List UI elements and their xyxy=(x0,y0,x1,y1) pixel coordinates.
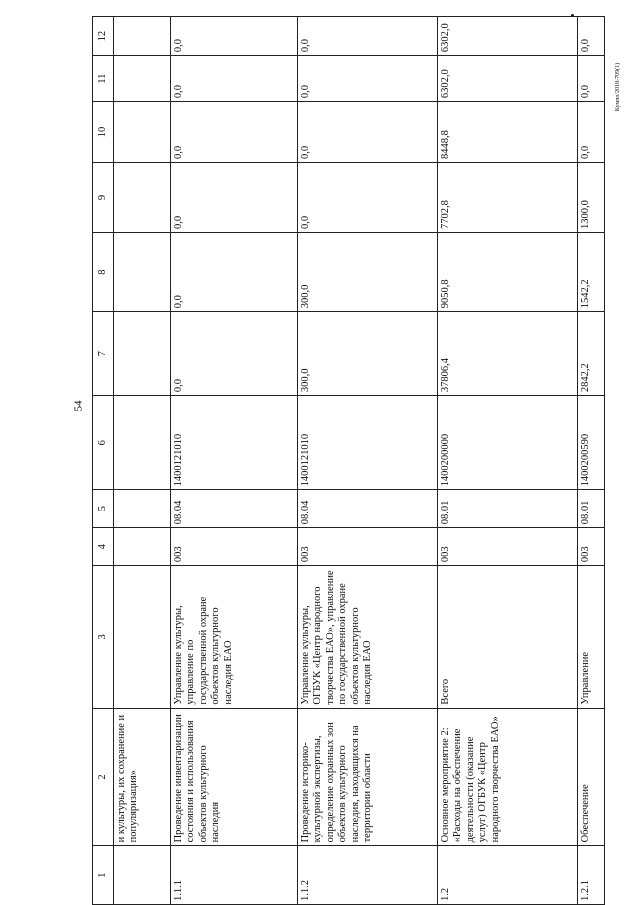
page-number xyxy=(66,394,90,418)
header-cell: 11 xyxy=(93,56,114,102)
cell-number: 1.1.1 xyxy=(171,846,298,905)
cell-target: 1400121010 xyxy=(171,396,298,490)
header-cell: 4 xyxy=(93,528,114,566)
cell-year: 0,0 xyxy=(298,56,438,102)
cell-number xyxy=(114,846,171,905)
header-cell: 5 xyxy=(93,490,114,528)
cell-total xyxy=(114,312,171,396)
header-cell: 12 xyxy=(93,17,114,56)
document-stamp xyxy=(608,0,628,150)
budget-table xyxy=(92,16,605,905)
cell-number: 1.2 xyxy=(438,846,578,905)
cell-year: 0,0 xyxy=(171,102,298,163)
cell-year: 8448,8 xyxy=(438,102,578,163)
header-cell: 10 xyxy=(93,102,114,163)
cell-code: 003 xyxy=(438,528,578,566)
cell-event: Проведение инвентаризации состояния и использования объектов культурного наследия xyxy=(171,708,298,846)
header-cell: 7 xyxy=(93,312,114,396)
header-cell: 6 xyxy=(93,396,114,490)
cell-year: 1300,0 xyxy=(578,162,605,232)
header-cell: 2 xyxy=(93,708,114,846)
cell-year: 0,0 xyxy=(298,102,438,163)
cell-year: 0,0 xyxy=(171,17,298,56)
cell-year: 6302,0 xyxy=(438,17,578,56)
cell-year: 0,0 xyxy=(171,162,298,232)
cell-target: 1400200590 xyxy=(578,396,605,490)
cell-event: и культуры, их сохранение и популяризация» xyxy=(114,708,171,846)
cell-executor: Управление xyxy=(578,566,605,708)
cell-year: 300,0 xyxy=(298,233,438,312)
cell-executor: Управление культуры, ОГБУК «Центр народного творчества ЕАО», управление по государственной охране объектов культурного наследия ЕАО xyxy=(298,566,438,708)
cell-number: 1.2.1 xyxy=(578,846,605,905)
cell-year: 0,0 xyxy=(171,233,298,312)
cell-section xyxy=(114,490,171,528)
cell-code xyxy=(114,528,171,566)
cell-total: 2842,2 xyxy=(578,312,605,396)
cell-section: 08.04 xyxy=(171,490,298,528)
table-wrapper xyxy=(92,16,589,905)
cell-total: 0,0 xyxy=(171,312,298,396)
header-cell: 9 xyxy=(93,162,114,232)
cell-section: 08.01 xyxy=(438,490,578,528)
cell-target xyxy=(114,396,171,490)
cell-event: Основное мероприятие 2: «Расходы на обеспечение деятельности (оказание услуг) ОГБУК «Центр народного творчества ЕАО» xyxy=(438,708,578,846)
cell-year: 0,0 xyxy=(171,56,298,102)
header-cell: 3 xyxy=(93,566,114,708)
cell-year: 0,0 xyxy=(578,17,605,56)
cell-event: Обеспечение xyxy=(578,708,605,846)
cell-executor: Всего xyxy=(438,566,578,708)
cell-year xyxy=(114,162,171,232)
cell-total: 37806,4 xyxy=(438,312,578,396)
cell-code: 003 xyxy=(298,528,438,566)
cell-year: 7702,8 xyxy=(438,162,578,232)
cell-year xyxy=(114,56,171,102)
cell-total: 300,0 xyxy=(298,312,438,396)
cell-year: 0,0 xyxy=(578,102,605,163)
header-row xyxy=(93,17,114,905)
cell-year xyxy=(114,233,171,312)
cell-code: 003 xyxy=(171,528,298,566)
header-cell: 8 xyxy=(93,233,114,312)
cell-code: 003 xyxy=(578,528,605,566)
cell-year: 1542,2 xyxy=(578,233,605,312)
cell-year: 0,0 xyxy=(298,162,438,232)
cell-year: 0,0 xyxy=(578,56,605,102)
table-row xyxy=(114,17,171,905)
page-number-text: 54 xyxy=(72,400,84,412)
cell-year xyxy=(114,17,171,56)
rotated-page-area xyxy=(92,16,589,905)
cell-event: Проведение историко-культурной экспертизы, определение охранных зон объектов культурного наследия, находящихся на территории области xyxy=(298,708,438,846)
cell-target: 1400121010 xyxy=(298,396,438,490)
cell-year: 0,0 xyxy=(298,17,438,56)
cell-section: 08.04 xyxy=(298,490,438,528)
table-row xyxy=(298,17,438,905)
table-row xyxy=(578,17,605,905)
cell-executor: Управление культуры, управление по государственной охране объектов культурного наследия ЕАО xyxy=(171,566,298,708)
table-row xyxy=(438,17,578,905)
stamp-text: Кумпо/2018-709(1) xyxy=(615,62,622,112)
table-row xyxy=(171,17,298,905)
cell-year: 9050,8 xyxy=(438,233,578,312)
cell-year: 6302,0 xyxy=(438,56,578,102)
header-cell: 1 xyxy=(93,846,114,905)
cell-year xyxy=(114,102,171,163)
cell-section: 08.01 xyxy=(578,490,605,528)
cell-target: 1400200000 xyxy=(438,396,578,490)
cell-number: 1.1.2 xyxy=(298,846,438,905)
cell-executor xyxy=(114,566,171,708)
